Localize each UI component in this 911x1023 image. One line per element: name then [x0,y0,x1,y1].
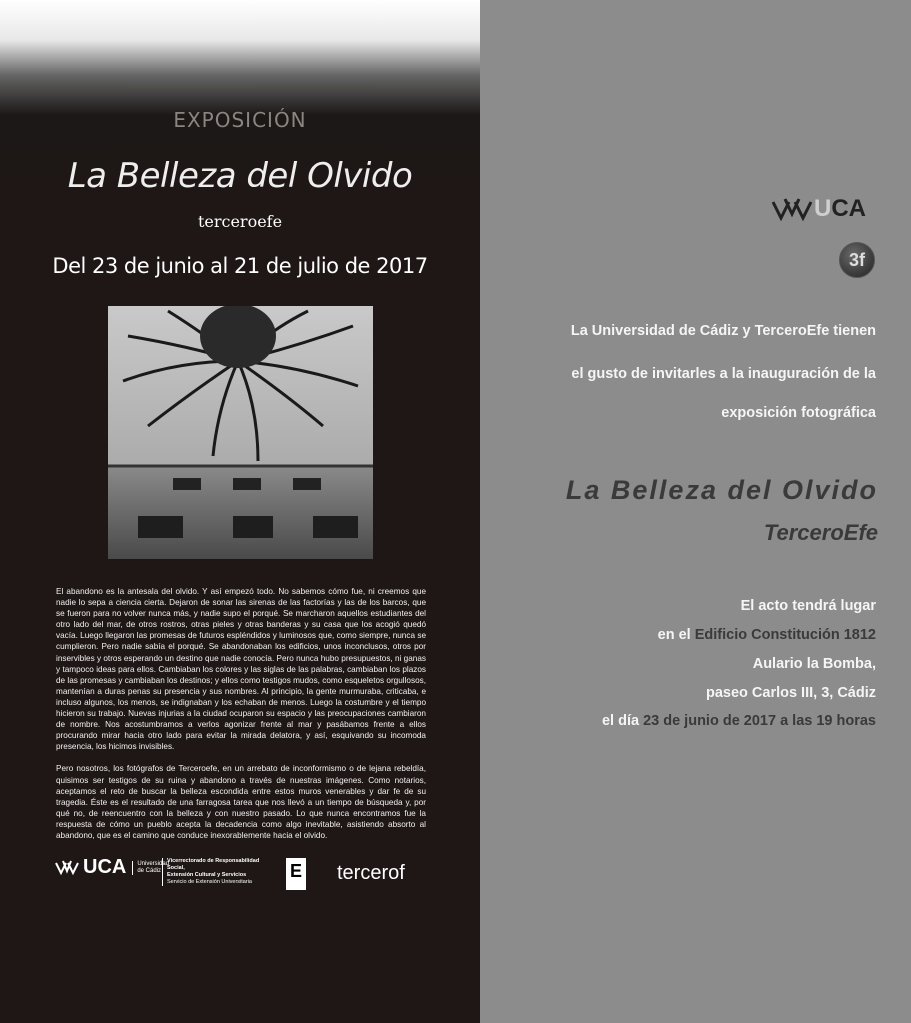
uca-emblem-icon [54,859,80,877]
event-line-2: en el Edificio Constitución 1812 [657,627,876,643]
vicerrectorado-label: Vicerrectorado de Responsabilidad Social, Extensión Cultural y Servicios Servicio de Extensión Universitaria [162,858,277,886]
extension-logo: E [286,858,306,890]
invite-title: La Belleza del Olvido [565,475,878,505]
exhibition-author: terceroefe [197,212,283,231]
uca-logo: U CA [770,195,866,223]
event-line-1: El acto tendrá lugar [740,598,876,614]
event-line-3: Aulario la Bomba, [752,656,876,672]
tercerof-logo: tercerof [337,862,405,884]
exhibition-title: La Belleza del Olvido [67,156,413,196]
invite-line-2: el gusto de invitarles a la inauguración de la [571,366,876,382]
invite-line-3: exposición fotográfica [721,405,876,421]
right-panel [480,0,911,1023]
uca-emblem-icon [770,196,814,222]
event-line-5: el día 23 de junio de 2017 a las 19 horas [601,713,876,729]
exhibition-dates: Del 23 de junio al 21 de julio de 2017 [52,254,428,278]
exhibition-label: EXPOSICIÓN [173,108,307,132]
sponsor-logos [54,856,434,896]
event-line-4: paseo Carlos III, 3, Cádiz [705,685,876,701]
invite-subtitle: TerceroEfe [763,520,878,545]
photo-illustration [108,306,373,559]
essay-paragraph: Pero nosotros, los fotógrafos de Terceroefe, en un arrebato de inconformismo o de lejana rebeldía, quisimos ser testigos de su ruina y abandono a través de nuestras imágenes. Como notarios, aceptamos el reto de buscar la belleza escondida entre estos muros venerables y dar fe de su tragedia. Éste es el resultado de una farragosa tarea que nos llevó a un tiempo de búsqueda y, por qué no, de reencuentro con la belleza y con nuestro pasado. Lo que nunca encontramos fue la respuesta de cómo un pueblo acepta la decadencia como algo inevitable, asistiendo absorto al abandono, que es el camino que conduce inexorablemente hacia el olvido. [56,764,426,840]
exhibition-essay [56,586,426,852]
invite-line-1: La Universidad de Cádiz y TerceroEfe tienen [570,323,876,339]
uca-logo-small: UCA Universidad de Cádiz [54,856,169,879]
terceroefe-badge-icon: 3f [839,242,875,278]
palm-building-photo [108,306,373,559]
essay-paragraph: El abandono es la antesala del olvido. Y así empezó todo. No sabemos cómo fue, ni creemos que nadie lo sepa a ciencia cierta. Dejaron de sonar las sirenas de las factorías y las de los barcos, que se fueron para no volver nunca más, y nadie supo el porqué. Se marcharon aquellos estudiantes del otro lado del mar, de otros rostros, otras pieles y otras banderas y su casa que los acogió quedó vacía. Luego llegaron las promesas de futuros espléndidos y luminosos que, como siempre, nunca se cumplieron. Pero nadie sabía el porqué. Se abandonaban los edificios, unos inconclusos, otros por inservibles y otros esperando un destino que nadie conocía. Pero nunca hubo presupuestos, ni ganas y tampoco ideas para ellos. Cambiaban los colores y las siglas de las palabras, cambiaban los plazos de las promesas y cambiaban los destinos; y ellos como testigos mudos, como esqueletos orgullosos, mantenían a duras penas su presencia y sus nombres. Al principio, la gente murmuraba, criticaba, e incluso algunos, los menos, se indignaban y los echaban de menos. Luego la costumbre y el tiempo hicieron su trabajo. Nuevas injurias a la ciudad ocuparon su espacio y las preocupaciones cambiaron de nombre. Nos acostumbramos a verlos agonizar frente al mar y pasábamos frente a ellos procurando mirar hacia otro lado para evitar la mirada delatora, y así, esquivando su incomoda presencia, los hicimos invisibles. [56,587,426,752]
